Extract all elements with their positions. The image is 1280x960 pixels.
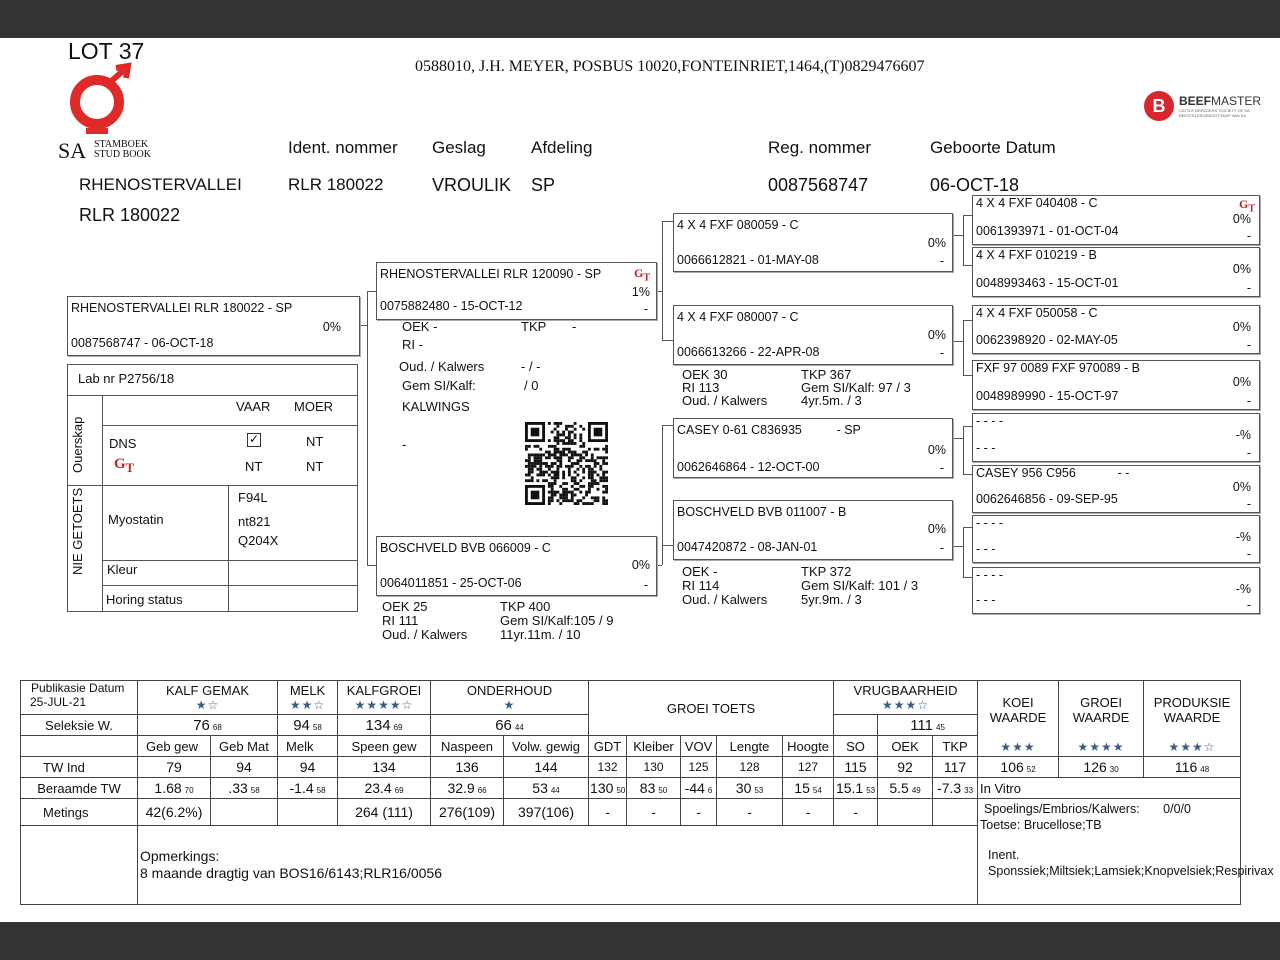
top-bar (0, 0, 1280, 38)
beraamde-accuracy: 58 (316, 786, 326, 795)
dd-ri: RI 114 (682, 578, 720, 593)
groei-toets-header: GROEI TOETS (589, 681, 834, 736)
beraamde-accuracy: 44 (550, 786, 560, 795)
column-header: Volw. gewig (504, 736, 589, 757)
gen3-dash: - (1246, 338, 1251, 352)
myostatin-value: nt821 (238, 514, 271, 529)
waarde-value: 116 (1174, 759, 1198, 775)
herd-name: RHENOSTERVALLEI (79, 175, 242, 194)
gt-icon: $G_T$ (633, 266, 650, 284)
opmerkings-label: Opmerkings: (140, 848, 220, 864)
beraamde-accuracy: 53 (754, 786, 764, 795)
pedigree-dam-sire[interactable] (673, 418, 953, 478)
column-header: Naspeen (431, 736, 504, 757)
pedigree-gen3-box[interactable] (972, 360, 1260, 410)
gen3-pct: 0% (1232, 375, 1251, 389)
pedigree-sire-dam[interactable] (673, 305, 953, 365)
beraamde-accuracy: 50 (658, 786, 668, 795)
tw-value: 134 (338, 757, 431, 778)
sire-oud: - / - (521, 359, 541, 374)
waarde-value: 106 (1000, 759, 1024, 775)
pedigree-gen3-box[interactable] (972, 567, 1260, 614)
nie-getoets-label: NIE GETOETS (70, 487, 85, 575)
sd-name: 4 X 4 FXF 080007 - C (677, 310, 799, 324)
column-header: Speen gew (338, 736, 431, 757)
beraamde-value: 23.4 (364, 780, 392, 796)
gen3-pct: 0% (1232, 320, 1251, 334)
metings-value (933, 799, 978, 826)
beraamde-value: 15.1 (835, 780, 864, 796)
pedigree-gen3-box[interactable] (972, 413, 1260, 462)
sd-age: 4yr.5m. / 3 (801, 393, 862, 408)
star-rating-icon: ★★★★ (1077, 740, 1125, 754)
tw-value: 127 (783, 757, 834, 778)
pedigree-gen3-box[interactable] (972, 305, 1260, 354)
sire-oud-label: Oud. / Kalwers (399, 359, 485, 374)
studbook-logo-text: STAMBOEK STUD BOOK (94, 139, 151, 160)
dd-oek: OEK - (682, 564, 718, 579)
metings-label: Metings (21, 799, 138, 826)
horing-label: Horing status (106, 592, 183, 607)
tw-value: 94 (278, 757, 338, 778)
gen3-name: 4 X 4 FXF 050058 - C (976, 306, 1098, 320)
gen3-name: - - - - (976, 516, 1004, 530)
waarde-value: 126 (1083, 759, 1107, 775)
column-header: VOV (681, 736, 717, 757)
star-rating-icon: ★★★☆ (882, 697, 930, 712)
lot-number: LOT 37 (68, 38, 145, 64)
sire-dash: - (643, 302, 648, 316)
dd-gem: Gem SI/Kalf: 101 / 3 (801, 578, 919, 593)
tw-value: 117 (933, 757, 978, 778)
column-header: Kleiber (627, 736, 681, 757)
myostatin-value: F94L (238, 490, 268, 505)
seleksie-value: 111 (910, 716, 933, 734)
evaluation-table (20, 680, 1274, 905)
pedigree-gen3-box[interactable] (972, 195, 1260, 245)
seleksie-value: 66 (495, 716, 512, 734)
studbook-logo-sa: SA (58, 138, 87, 163)
seleksie-accuracy: 69 (393, 722, 403, 732)
beraamde-value: 5.5 (889, 780, 909, 796)
tw-value: 144 (504, 757, 589, 778)
seleksie-value: 134 (365, 716, 391, 734)
sex-value: VROULIK (432, 175, 512, 195)
kalfgroei-header: KALFGROEI (346, 682, 422, 698)
gen3-dash: - (1246, 547, 1251, 561)
gen3-pct: 0% (1232, 212, 1251, 226)
beraamde-label: Beraamde TW (21, 778, 138, 799)
owner-info: 0588010, J.H. MEYER, POSBUS 10020,FONTEINRIET,1464,(T)0829476607 (415, 58, 925, 75)
star-rating-icon: ★★☆ (289, 697, 326, 712)
gt-icon: $G_T$ (114, 456, 135, 475)
gen3-dash: - (1246, 394, 1251, 408)
pedigree-gen3-box[interactable] (972, 515, 1260, 563)
column-header: OEK (878, 736, 933, 757)
notes-cell (978, 799, 1274, 905)
metings-value (278, 799, 338, 826)
gen3-pct: -% (1235, 428, 1251, 442)
myostatin-label: Myostatin (108, 512, 164, 527)
onderhoud-header: ONDERHOUD (466, 682, 553, 698)
gen3-reg: - - - (976, 593, 996, 607)
gen3-reg: 0061393971 - 01-OCT-04 (976, 224, 1119, 238)
tw-value: 128 (717, 757, 783, 778)
seleksie-value: 76 (193, 716, 210, 734)
spoelings-value: 0/0/0 (1163, 802, 1191, 816)
sire-gem-label: Gem SI/Kalf: (402, 378, 476, 393)
star-rating-icon: ★ (503, 697, 516, 712)
inent-value: Sponssiek;Miltsiek;Lamsiek;Knopvelsiek;Respirivax (988, 864, 1274, 878)
tw-value: 132 (589, 757, 627, 778)
seleksie-value: 94 (293, 716, 310, 734)
sire-tkp-label: TKP (521, 319, 547, 334)
sire-tkp: - (572, 319, 577, 334)
ds-name: CASEY 0-61 C836935 - SP (677, 423, 861, 437)
waarde-accuracy: 48 (1200, 765, 1210, 774)
in-vitro-label: In Vitro (978, 778, 1241, 799)
animal-name: RLR 180022 (79, 205, 181, 225)
dam-age: 11yr.11m. / 10 (500, 627, 581, 642)
pub-label: Publikasie Datum (31, 681, 125, 695)
metings-value: - (834, 799, 878, 826)
ds-dash: - (939, 461, 944, 475)
gen3-name: - - - - (976, 568, 1004, 582)
metings-value: 276(109) (431, 799, 504, 826)
sd-ri: RI 113 (682, 380, 720, 395)
gen3-reg: 0048989990 - 15-OCT-97 (976, 389, 1119, 403)
dd-name: BOSCHVELD BVB 011007 - B (677, 505, 847, 519)
pub-date: 25-JUL-21 (30, 695, 87, 709)
gen3-reg: 0062646856 - 09-SEP-95 (976, 492, 1118, 506)
metings-value: 42(6.2%) (138, 799, 211, 826)
melk-header: MELK (289, 682, 326, 698)
opmerkings-text: 8 maande dragtig van BOS16/6143;RLR16/0056 (140, 865, 442, 881)
ss-reg: 0066612821 - 01-MAY-08 (677, 253, 819, 267)
gen3-dash: - (1246, 598, 1251, 612)
star-rating-icon: ★★★★☆ (354, 697, 414, 712)
sire-reg: 0075882480 - 15-OCT-12 (380, 299, 523, 313)
kalwings-label: KALWINGS (402, 399, 470, 414)
beraamde-accuracy: 49 (911, 786, 921, 795)
lab-panel (67, 364, 358, 612)
seleksie-accuracy: 68 (212, 722, 222, 732)
beraamde-value: 83 (639, 780, 656, 796)
column-header: Geb Mat (211, 736, 278, 757)
beefmaster-logo-icon: B (1144, 91, 1174, 121)
ss-name: 4 X 4 FXF 080059 - C (677, 218, 799, 232)
label-sex: Geslag (432, 138, 486, 157)
waarde-accuracy: 30 (1109, 765, 1119, 774)
tw-label: TW Ind (21, 757, 138, 778)
gen3-pct: 0% (1232, 480, 1251, 494)
groei-waarde-header: GROEI WAARDE (1072, 695, 1130, 725)
beraamde-value: 15 (794, 780, 810, 796)
dam-name: BOSCHVELD BVB 066009 - C (380, 541, 551, 555)
ident-value: RLR 180022 (288, 175, 384, 194)
subject-pct: 0% (322, 320, 341, 334)
bottom-bar (0, 922, 1280, 960)
beraamde-accuracy: 50 (616, 786, 626, 795)
sd-dash: - (939, 346, 944, 360)
vaar-header: VAAR (236, 399, 271, 414)
sd-gem: Gem SI/Kalf: 97 / 3 (801, 380, 911, 395)
myostatin-value: Q204X (238, 533, 279, 548)
gen3-dash: - (1246, 497, 1251, 511)
dam-dash: - (643, 578, 648, 592)
gen3-name: 4 X 4 FXF 010219 - B (976, 248, 1097, 262)
beraamde-accuracy: 6 (707, 786, 713, 795)
tw-value: 92 (878, 757, 933, 778)
tw-value: 130 (627, 757, 681, 778)
spoelings-label: Spoelings/Embrios/Kalwers: (984, 802, 1140, 816)
ds-pct: 0% (927, 443, 946, 457)
label-ident: Ident. nommer (288, 138, 398, 157)
gen3-reg: - - - (976, 542, 996, 556)
column-header: TKP (933, 736, 978, 757)
gen3-pct: -% (1235, 582, 1251, 596)
produksie-waarde-header: PRODUKSIE WAARDE (1153, 695, 1231, 725)
gt-icon: $G_T$ (1238, 197, 1255, 215)
column-header: Geb gew (138, 736, 211, 757)
column-header: Hoogte (783, 736, 834, 757)
column-header: GDT (589, 736, 627, 757)
beraamde-accuracy: 58 (250, 786, 260, 795)
beraamde-value: -44 (684, 780, 705, 796)
metings-value: - (717, 799, 783, 826)
metings-value: - (589, 799, 627, 826)
pedigree-sire[interactable] (376, 262, 657, 320)
dns-moer: NT (306, 434, 324, 449)
metings-value: - (681, 799, 717, 826)
star-rating-icon: ★☆ (195, 697, 220, 712)
metings-value: - (627, 799, 681, 826)
tw-value: 115 (834, 757, 878, 778)
column-header: Melk (278, 736, 338, 757)
sd-pct: 0% (927, 328, 946, 342)
seleksie-label: Seleksie W. (21, 715, 138, 736)
tw-value: 136 (431, 757, 504, 778)
dam-ri: RI 111 (382, 613, 419, 628)
pedigree-gen3-box[interactable] (972, 247, 1260, 297)
qr-code[interactable] (523, 422, 610, 505)
dd-oud: Oud. / Kalwers (682, 592, 768, 607)
beraamde-value: -1.4 (289, 780, 314, 796)
beraamde-value: 30 (735, 780, 752, 796)
seleksie-accuracy: 58 (312, 722, 322, 732)
label-dob: Geboorte Datum (930, 138, 1056, 157)
beraamde-accuracy: 70 (184, 786, 194, 795)
dd-tkp: TKP 372 (801, 564, 852, 579)
koei-waarde-header: KOEI WAARDE (989, 695, 1047, 725)
beefmaster-logo-sub: CATTLE BREEDERS' SOCIETY OF SA BEESTELERGENOOTSKAP VAN SA (1179, 108, 1250, 118)
beefmaster-logo-text: BEEFMASTER (1179, 94, 1262, 108)
gen3-dash: - (1246, 281, 1251, 295)
kalwings-value: - (402, 437, 407, 452)
toetse: Toetse: Brucellose;TB (980, 818, 1102, 832)
beraamde-accuracy: 66 (477, 786, 487, 795)
inent-label: Inent. (988, 848, 1020, 862)
sd-tkp: TKP 367 (801, 367, 852, 382)
dob-value: 06-OCT-18 (930, 175, 1020, 195)
sd-oek: OEK 30 (682, 367, 728, 382)
label-reg: Reg. nommer (768, 138, 871, 157)
dd-pct: 0% (927, 522, 946, 536)
reg-value: 0087568747 (768, 175, 869, 195)
kleur-label: Kleur (107, 562, 138, 577)
dam-pct: 0% (631, 558, 650, 572)
sire-name: RHENOSTERVALLEI RLR 120090 - SP (380, 267, 602, 281)
beraamde-value: 1.68 (154, 780, 182, 796)
column-header: SO (834, 736, 878, 757)
tw-value: 79 (138, 757, 211, 778)
section-value: SP (531, 175, 556, 195)
column-header: Lengte (717, 736, 783, 757)
gen3-reg: 0062398920 - 02-MAY-05 (976, 333, 1118, 347)
metings-value (211, 799, 278, 826)
gen3-name: CASEY 956 C956 - - (976, 466, 1130, 480)
star-rating-icon: ★★★☆ (1168, 740, 1216, 754)
beraamde-accuracy: 69 (394, 786, 404, 795)
metings-value: 264 (111) (338, 799, 431, 826)
pedigree-dam-dam[interactable] (673, 500, 953, 560)
gen3-dash: - (1246, 229, 1251, 243)
gen3-name: - - - - (976, 414, 1004, 428)
tw-value: 125 (681, 757, 717, 778)
metings-value: 397(106) (504, 799, 589, 826)
dd-dash: - (939, 541, 944, 555)
publication-cell (21, 681, 138, 715)
dam-oek: OEK 25 (382, 599, 428, 614)
pedigree-subject[interactable] (67, 296, 360, 356)
sire-oek: OEK - (402, 319, 438, 334)
beraamde-value: .33 (228, 780, 248, 796)
gen3-reg: 0048993463 - 15-OCT-01 (976, 276, 1119, 290)
pedigree-gen3-box[interactable] (972, 465, 1260, 513)
metings-value: - (783, 799, 834, 826)
sd-oud: Oud. / Kalwers (682, 393, 768, 408)
beraamde-accuracy: 54 (812, 786, 822, 795)
opmerkings-cell (138, 826, 978, 905)
dd-age: 5yr.9m. / 3 (801, 592, 862, 607)
beraamde-accuracy: 53 (866, 786, 876, 795)
beraamde-value: 130 (590, 780, 614, 796)
gen3-name: 4 X 4 FXF 040408 - C (976, 196, 1098, 210)
dam-oud: Oud. / Kalwers (382, 627, 468, 642)
sire-ri: RI - (402, 337, 423, 352)
beraamde-value: 53 (532, 780, 548, 796)
beraamde-accuracy: 33 (964, 786, 974, 795)
ss-pct: 0% (927, 236, 946, 250)
metings-value (878, 799, 933, 826)
gen3-pct: 0% (1232, 262, 1251, 276)
seleksie-accuracy: 44 (514, 722, 524, 732)
gen3-pct: -% (1235, 530, 1251, 544)
dam-tkp: TKP 400 (500, 599, 551, 614)
pedigree-dam[interactable] (376, 536, 657, 596)
gt-vaar: NT (245, 459, 263, 474)
sire-gem: / 0 (524, 378, 539, 393)
gen3-dash: - (1246, 446, 1251, 460)
ds-reg: 0062646864 - 12-OCT-00 (677, 460, 820, 474)
subject-reg: 0087568747 - 06-OCT-18 (71, 336, 214, 350)
sd-reg: 0066613266 - 22-APR-08 (677, 345, 820, 359)
beraamde-value: 32.9 (447, 780, 475, 796)
gen3-name: FXF 97 0089 FXF 970089 - B (976, 361, 1140, 375)
lab-nr: Lab nr P2756/18 (78, 371, 175, 386)
label-section: Afdeling (531, 138, 593, 157)
waarde-accuracy: 52 (1026, 765, 1036, 774)
dns-vaar-check-icon: ✓ (248, 432, 260, 446)
kalf-gemak-header: KALF GEMAK (165, 682, 250, 698)
beraamde-value: -7.3 (937, 780, 962, 796)
vrugbaarheid-header: VRUGBAARHEID (853, 682, 958, 698)
dns-label: DNS (109, 436, 137, 451)
dam-reg: 0064011851 - 25-OCT-06 (380, 576, 522, 590)
dd-reg: 0047420872 - 08-JAN-01 (677, 540, 818, 554)
dam-gem: Gem SI/Kalf:105 / 9 (500, 613, 614, 628)
ss-dash: - (939, 254, 944, 268)
pedigree-sire-sire[interactable] (673, 213, 953, 272)
tw-value: 94 (211, 757, 278, 778)
star-rating-icon: ★★★ (1000, 740, 1036, 754)
gt-moer: NT (306, 459, 324, 474)
sire-pct: 1% (631, 285, 650, 299)
gen3-reg: - - - (976, 441, 996, 455)
moer-header: MOER (294, 399, 333, 414)
subject-name: RHENOSTERVALLEI RLR 180022 - SP (71, 301, 293, 315)
seleksie-accuracy: 45 (936, 722, 945, 732)
ouerskap-label: Ouerskap (70, 416, 85, 473)
studbook-logo (64, 66, 134, 138)
